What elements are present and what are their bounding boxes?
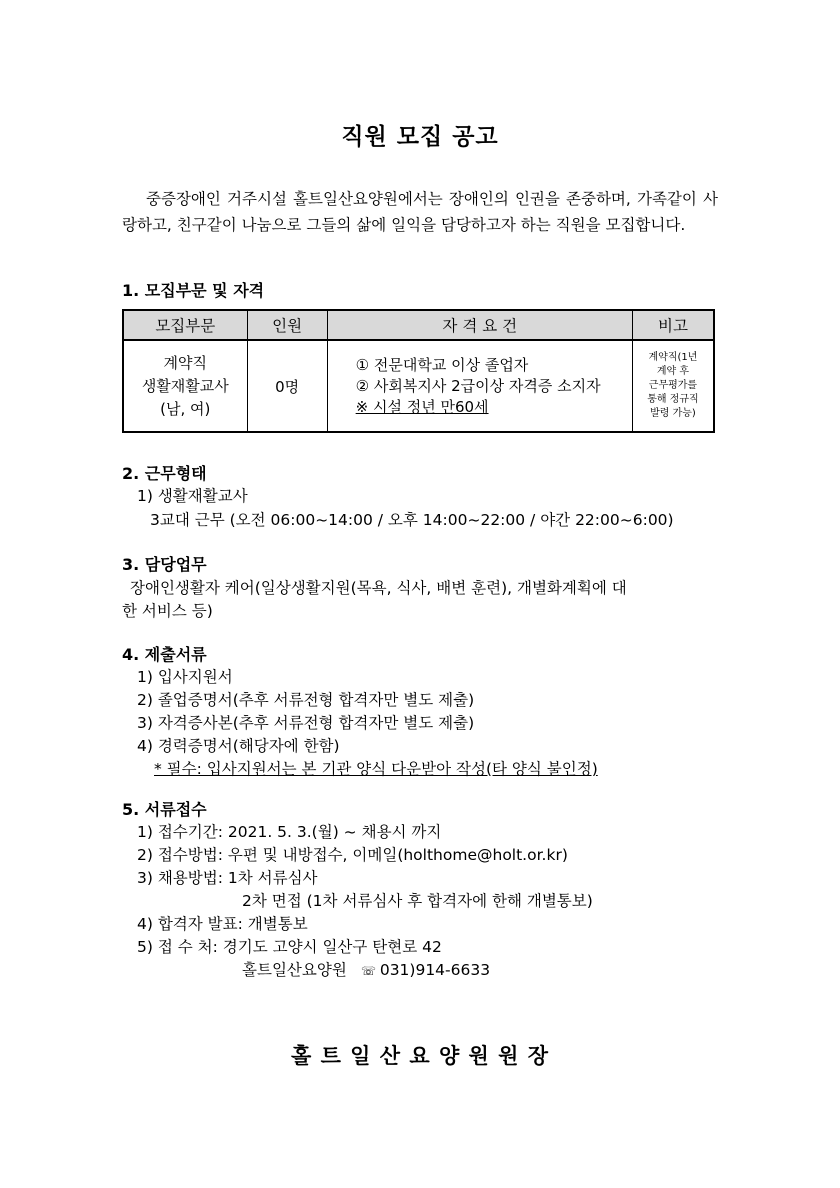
table-header-row xyxy=(123,310,714,340)
section-3-heading: 3. 담당업무 xyxy=(122,555,207,574)
section-1-heading: 1. 모집부문 및 자격 xyxy=(122,281,265,300)
submission-item: 5) 접 수 처: 경기도 고양시 일산구 탄현로 42 xyxy=(137,938,442,956)
requirement-item: ① 전문대학교 이상 졸업자 xyxy=(355,355,529,374)
submission-item: 1) 접수기간: 2021. 5. 3.(월) ~ 채용시 까지 xyxy=(137,823,442,841)
document-item: 1) 입사지원서 xyxy=(137,668,233,686)
submission-item: 2) 접수방법: 우편 및 내방접수, 이메일(holthome@holt.or.kr) xyxy=(137,846,568,864)
requirements-cell xyxy=(327,340,632,432)
work-type-detail: 3교대 근무 (오전 06:00~14:00 / 오후 14:00~22:00 / 야간 22:00~6:00) xyxy=(150,511,674,529)
requirement-item: ② 사회복지사 2급이상 자격증 소지자 xyxy=(355,376,601,395)
duties-line: 한 서비스 등) xyxy=(122,602,213,620)
remark-line: 계약 후 xyxy=(656,366,690,377)
remark-line: 계약직(1년 xyxy=(648,352,698,363)
phone-number: 031)914-6633 xyxy=(379,961,491,979)
intro-paragraph: 중증장애인 거주시설 홀트일산요양원에서는 장애인의 인권을 존중하며, 가족같이 사랑하고, 친구같이 나눔으로 그들의 삶에 일익을 담당하고자 하는 직원을 모집합니다. xyxy=(122,190,718,234)
remark-cell xyxy=(632,340,714,432)
work-type-item: 1) 생활재활교사 xyxy=(137,487,248,505)
document-item: 3) 자격증사본(추후 서류전형 합격자만 별도 제출) xyxy=(137,714,475,732)
document-item: 4) 경력증명서(해당자에 한함) xyxy=(137,737,340,755)
col-header-remark: 비고 xyxy=(632,310,714,340)
document-note: * 필수: 입사지원서는 본 기관 양식 다운받아 작성(타 양식 불인정) xyxy=(154,760,598,778)
col-header-dept: 모집부문 xyxy=(123,310,247,340)
count-cell: 0명 xyxy=(247,340,327,432)
dept-line: (남, 여) xyxy=(160,399,211,418)
dept-line: 계약직 xyxy=(163,353,208,372)
col-header-count: 인원 xyxy=(247,310,327,340)
submission-step-2: 2차 면접 (1차 서류심사 후 합격자에 한해 개별통보) xyxy=(242,892,593,910)
submission-item: 4) 합격자 발표: 개별통보 xyxy=(137,915,308,933)
section-4-heading: 4. 제출서류 xyxy=(122,645,207,664)
col-header-requirements: 자 격 요 건 xyxy=(327,310,632,340)
footer-signature: 홀 트 일 산 요 양 원 원 장 xyxy=(290,1044,550,1068)
table-row xyxy=(123,340,714,432)
submission-item: 3) 채용방법: 1차 서류심사 xyxy=(137,869,318,887)
section-5-heading: 5. 서류접수 xyxy=(122,800,207,819)
page-title: 직원 모집 공고 xyxy=(341,124,499,150)
dept-line: 생활재활교사 xyxy=(141,376,229,395)
section-2-heading: 2. 근무형태 xyxy=(122,464,207,483)
org-name: 홀트일산요양원 xyxy=(242,961,347,979)
requirements-table xyxy=(122,309,715,433)
remark-line: 통해 정규직 xyxy=(647,394,699,405)
dept-cell xyxy=(123,340,247,432)
duties-line: 장애인생활자 케어(일상생활지원(목욕, 식사, 배변 훈련), 개별화계획에 대 xyxy=(130,579,627,597)
contact-line xyxy=(242,958,490,980)
remark-line: 근무평가를 xyxy=(648,380,698,391)
phone-icon: ☏ xyxy=(360,964,376,978)
requirement-note: ※ 시설 정년 만60세 xyxy=(355,397,489,416)
document-item: 2) 졸업증명서(추후 서류전형 합격자만 별도 제출) xyxy=(137,691,475,709)
remark-line: 발령 가능) xyxy=(650,408,696,419)
